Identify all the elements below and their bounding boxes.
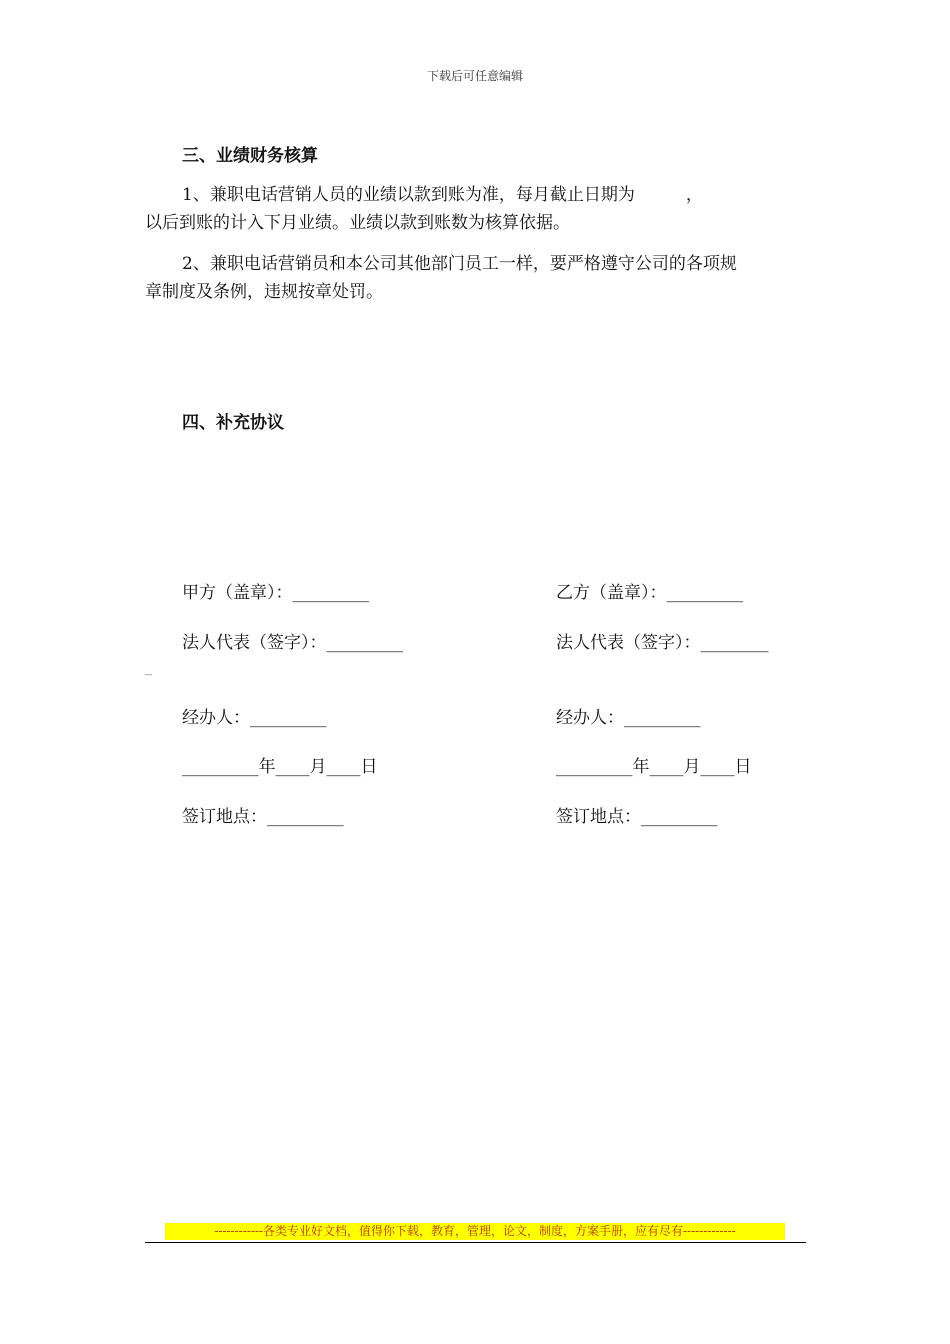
paragraph-2-line-1: 2、兼职电话营销员和本公司其他部门员工一样，要严格遵守公司的各项规 xyxy=(182,254,737,274)
paragraph-1-line-1: 1、兼职电话营销人员的业绩以款到账为准，每月截止日期为 ， xyxy=(182,185,703,205)
party-b-date: _________年____月____日 xyxy=(556,757,752,777)
party-b-seal: 乙方（盖章）：_________ xyxy=(556,583,743,603)
paragraph-1-line-2: 以后到账的计入下月业绩。业绩以款到账数为核算依据。 xyxy=(145,213,570,233)
party-a-date: _________年____月____日 xyxy=(182,757,378,777)
footer-banner: ------------各类专业好文档，值得你下载，教育，管理，论文，制度，方案手册，应有尽有------------- xyxy=(165,1223,785,1240)
section-3-paragraph-2 xyxy=(145,250,805,306)
section-3-paragraph-1 xyxy=(145,181,805,237)
party-a-legal-rep: 法人代表（签字）：_________ xyxy=(182,633,403,653)
party-a-seal: 甲方（盖章）：_________ xyxy=(182,583,369,603)
section-3-title: 三、业绩财务核算 xyxy=(182,146,318,166)
party-b-place: 签订地点：_________ xyxy=(556,807,718,827)
section-4-title: 四、补充协议 xyxy=(182,413,284,433)
party-a-place: 签订地点：_________ xyxy=(182,807,344,827)
party-b-legal-rep: 法人代表（签字）：________ xyxy=(556,633,769,653)
footer-divider xyxy=(145,1242,806,1243)
party-b-agent: 经办人：_________ xyxy=(556,708,701,728)
stray-underscore: _ xyxy=(145,660,152,676)
party-a-agent: 经办人：_________ xyxy=(182,708,327,728)
page-header: 下载后可任意编辑 xyxy=(426,69,523,83)
paragraph-2-line-2: 章制度及条例，违规按章处罚。 xyxy=(145,282,383,302)
